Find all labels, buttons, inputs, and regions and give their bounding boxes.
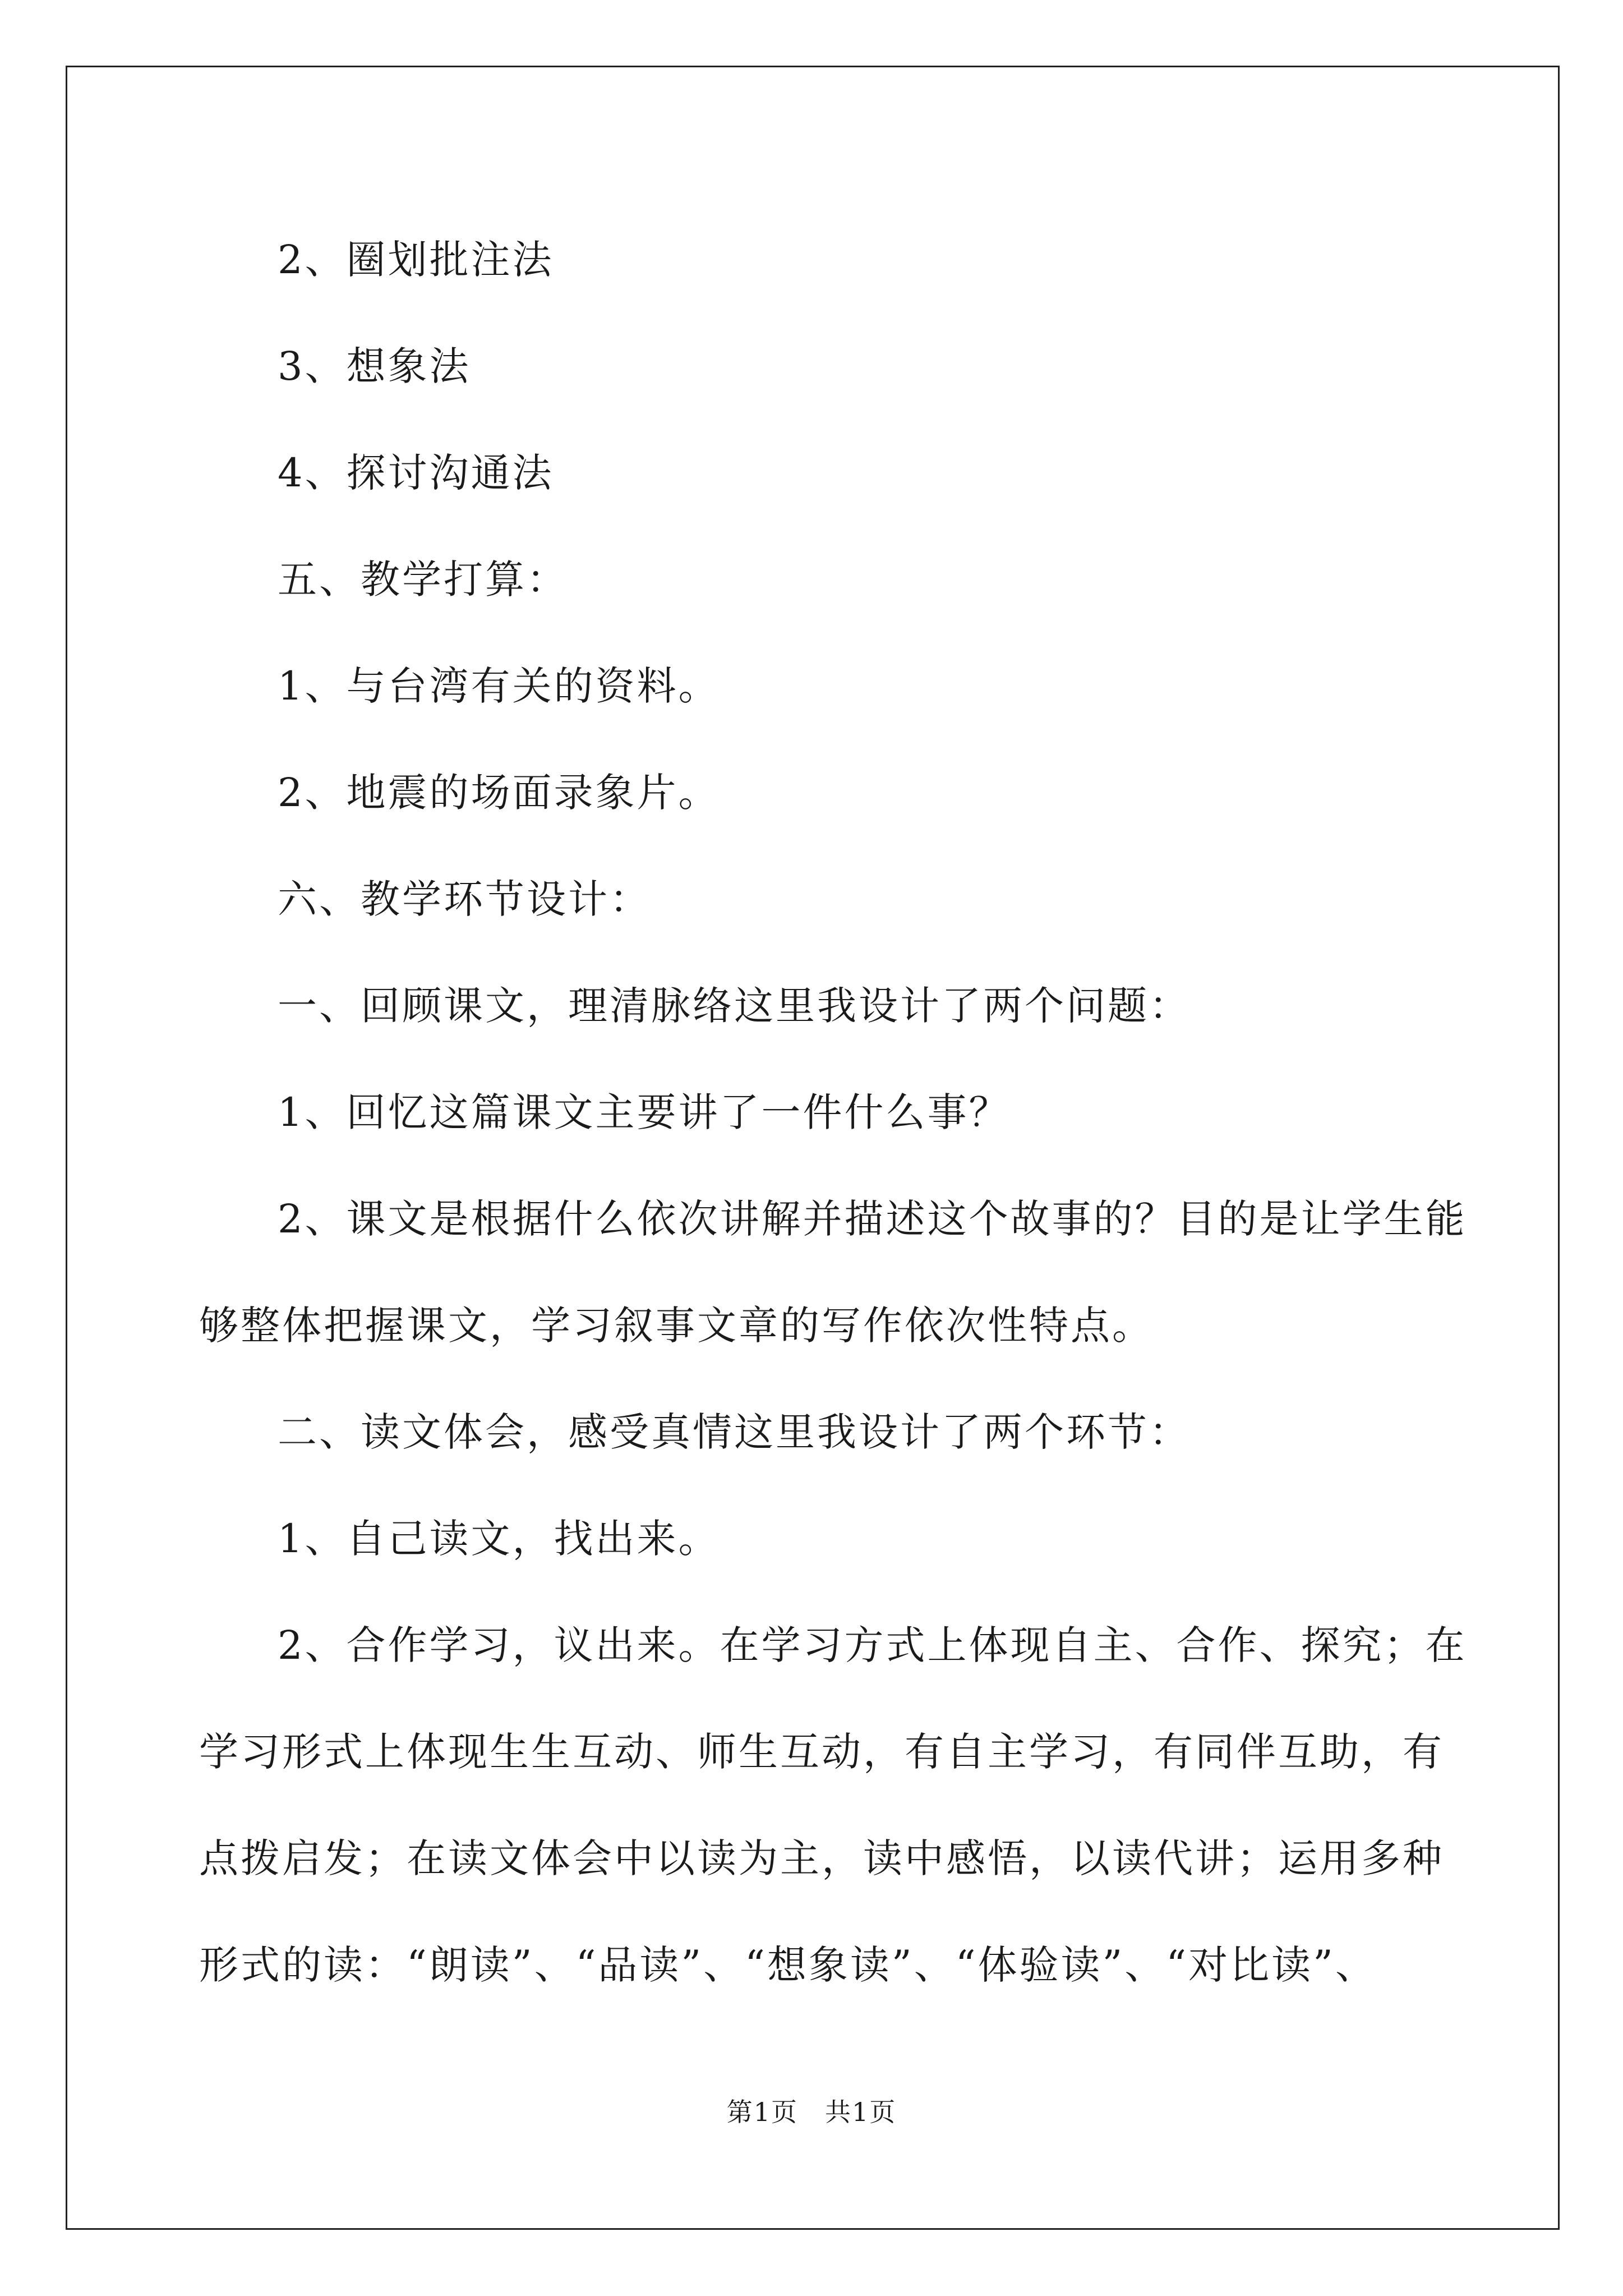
paragraph-line: 1、自己读文，找出来。: [278, 1516, 720, 1562]
paragraph-line: 2、合作学习，议出来。在学习方式上体现自主、合作、探究；在: [278, 1622, 1467, 1668]
paragraph-line: 一、回顾课文，理清脉络这里我设计了两个问题：: [278, 983, 1191, 1029]
paragraph-line: 2、课文是根据什么依次讲解并描述这个故事的？目的是让学生能: [278, 1196, 1467, 1242]
paragraph-line: 二、读文体会，感受真情这里我设计了两个环节：: [278, 1409, 1191, 1455]
paragraph-line: 4、探讨沟通法: [278, 450, 554, 496]
paragraph-line: 形式的读：“朗读”、“品读”、“想象读”、“体验读”、“对比读”、: [199, 1942, 1377, 1988]
document-body: [199, 206, 1467, 2018]
page-footer: 第1页 共1页: [726, 2097, 897, 2127]
paragraph-line: 1、与台湾有关的资料。: [278, 663, 720, 709]
paragraph-line: 五、教学打算：: [278, 556, 568, 602]
paragraph-line: 2、圈划批注法: [278, 237, 554, 283]
paragraph-line: 3、想象法: [278, 343, 471, 389]
paragraph-line: 1、回忆这篇课文主要讲了一件什么事？: [278, 1089, 1011, 1135]
paragraph-line: 点拨启发；在读文体会中以读为主，读中感悟，以读代讲；运用多种: [199, 1835, 1444, 1881]
paragraph-line: 六、教学环节设计：: [278, 876, 651, 922]
paragraph-line: 学习形式上体现生生互动、师生互动，有自主学习，有同伴互助，有: [199, 1729, 1444, 1775]
paragraph-line: 2、地震的场面录象片。: [278, 770, 720, 816]
paragraph-line: 够整体把握课文，学习叙事文章的写作依次性特点。: [199, 1303, 1154, 1349]
